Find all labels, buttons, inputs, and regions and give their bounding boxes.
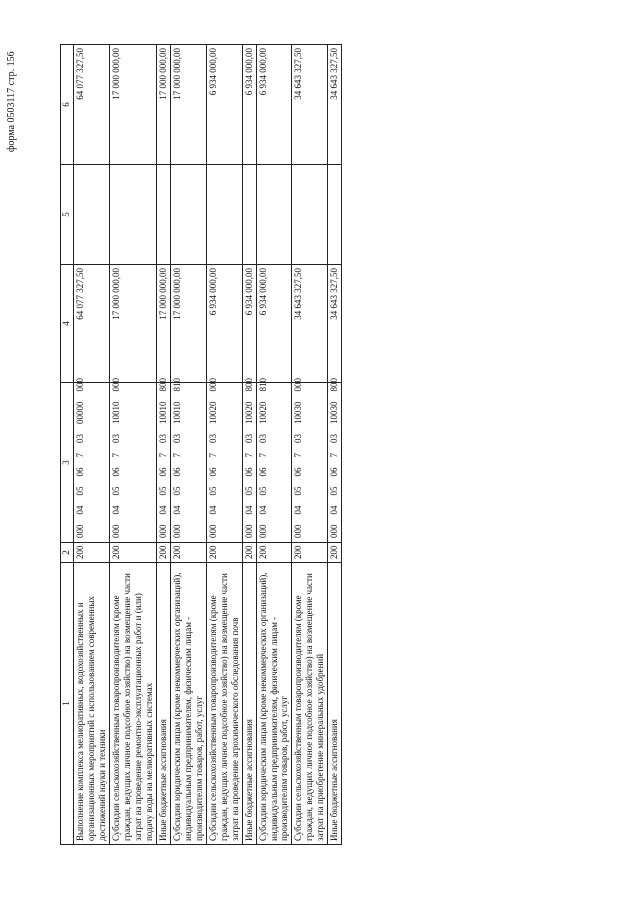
rotated-page: [60, 45, 545, 845]
row-budget-code: [74, 378, 110, 543]
code-part: 810: [257, 378, 268, 392]
code-part: 10010: [171, 401, 182, 424]
code-part: 10030: [293, 401, 304, 424]
row-approved: 17 000 000,00: [156, 265, 170, 383]
code-part: 000: [257, 524, 268, 538]
code-part: 000: [171, 524, 182, 538]
row-approved: 34 643 327,50: [328, 265, 342, 383]
row-line-code: 200: [328, 543, 342, 563]
code-part: 03: [243, 434, 254, 443]
column-header: 6: [61, 45, 74, 165]
row-budget-code: [256, 378, 292, 543]
code-part: 7: [329, 453, 340, 458]
code-part: 000: [293, 378, 304, 392]
row-unexecuted: 34 643 327,50: [328, 45, 342, 165]
code-part: 10020: [207, 401, 218, 424]
table-row: [256, 45, 292, 845]
code-part: 05: [207, 486, 218, 496]
code-part: 10030: [329, 401, 340, 424]
row-approved: 64 077 327,50: [74, 265, 110, 383]
code-part: 800: [243, 378, 254, 392]
table-row: [242, 45, 256, 845]
row-line-code: 200: [170, 543, 206, 563]
row-executed: [242, 165, 256, 265]
code-part: 03: [157, 434, 168, 443]
row-executed: [328, 165, 342, 265]
code-part: 000: [75, 378, 85, 392]
code-part: 7: [75, 453, 85, 458]
row-unexecuted: 17 000 000,00: [109, 45, 156, 165]
row-name: Иные бюджетные ассигнования: [242, 563, 256, 845]
row-approved: 6 934 000,00: [242, 265, 256, 383]
row-unexecuted: 17 000 000,00: [170, 45, 206, 165]
row-approved: 17 000 000,00: [170, 265, 206, 383]
code-part: 03: [75, 434, 85, 443]
code-part: 800: [157, 378, 168, 392]
row-approved: 17 000 000,00: [109, 265, 156, 383]
column-header: 4: [61, 265, 74, 383]
row-name: Субсидии сельскохозяйственным товаропроизводителям (кроме граждан, ведущих личное подсобное хозяйство) на возмещение части затрат на приобретение минеральных удобрений: [292, 563, 328, 845]
code-part: 06: [171, 467, 182, 477]
row-budget-code: [242, 378, 256, 543]
code-part: 7: [157, 453, 168, 458]
code-part: 05: [75, 486, 85, 496]
code-part: 7: [171, 453, 182, 458]
code-part: 04: [243, 505, 254, 515]
row-line-code: 200: [206, 543, 242, 563]
row-approved: 34 643 327,50: [292, 265, 328, 383]
code-part: 05: [243, 486, 254, 496]
row-line-code: 200: [74, 543, 110, 563]
table-row: [74, 45, 110, 845]
code-part: 05: [257, 486, 268, 496]
code-part: 05: [329, 486, 340, 496]
row-line-code: 200: [109, 543, 156, 563]
code-part: 06: [293, 467, 304, 477]
code-part: 000: [110, 524, 121, 538]
row-unexecuted: 64 077 327,50: [74, 45, 110, 165]
row-executed: [292, 165, 328, 265]
code-part: 03: [110, 434, 121, 443]
row-name: Субсидии сельскохозяйственным товаропроизводителям (кроме граждан, ведущих личное подсобное хозяйство) на возмещение части затрат на проведение агрохимического обследования почв: [206, 563, 242, 845]
code-part: 04: [171, 505, 182, 515]
row-budget-code: [109, 378, 156, 543]
code-part: 000: [243, 524, 254, 538]
row-executed: [256, 165, 292, 265]
code-part: 000: [110, 378, 121, 392]
row-approved: 6 934 000,00: [206, 265, 242, 383]
row-budget-code: [206, 378, 242, 543]
code-part: 06: [257, 467, 268, 477]
column-header: 5: [61, 165, 74, 265]
table-row: [156, 45, 170, 845]
row-name: Иные бюджетные ассигнования: [156, 563, 170, 845]
row-budget-code: [328, 378, 342, 543]
code-part: 7: [293, 453, 304, 458]
code-part: 000: [157, 524, 168, 538]
code-part: 000: [207, 524, 218, 538]
row-unexecuted: 34 643 327,50: [292, 45, 328, 165]
row-executed: [109, 165, 156, 265]
code-part: 06: [157, 467, 168, 477]
code-part: 06: [75, 467, 85, 477]
code-part: 04: [207, 505, 218, 515]
code-part: 810: [171, 378, 182, 392]
code-part: 800: [329, 378, 340, 392]
row-budget-code: [156, 378, 170, 543]
code-part: 10010: [110, 401, 121, 424]
code-part: 05: [293, 486, 304, 496]
row-name: Субсидии юридическим лицам (кроме некоммерческих организаций), индивидуальным предпринимателям, физическим лицам - производителям товаров, работ, услуг: [170, 563, 206, 845]
table-row: [292, 45, 328, 845]
code-part: 7: [257, 453, 268, 458]
row-unexecuted: 6 934 000,00: [242, 45, 256, 165]
code-part: 04: [293, 505, 304, 515]
code-part: 03: [207, 434, 218, 443]
row-executed: [170, 165, 206, 265]
code-part: 06: [243, 467, 254, 477]
code-part: 10020: [243, 401, 254, 424]
row-line-code: 200: [242, 543, 256, 563]
table-row: [170, 45, 206, 845]
code-part: 04: [110, 505, 121, 515]
column-number-row: [61, 45, 74, 845]
row-unexecuted: 17 000 000,00: [156, 45, 170, 165]
code-part: 06: [110, 467, 121, 477]
code-part: 03: [257, 434, 268, 443]
code-part: 10010: [157, 401, 168, 424]
row-unexecuted: 6 934 000,00: [206, 45, 242, 165]
code-part: 00000: [75, 401, 85, 424]
row-line-code: 200: [256, 543, 292, 563]
code-part: 7: [110, 453, 121, 458]
code-part: 000: [293, 524, 304, 538]
column-header: 1: [61, 563, 74, 845]
code-part: 7: [207, 453, 218, 458]
column-header: 3: [61, 383, 74, 543]
row-name: Иные бюджетные ассигнования: [328, 563, 342, 845]
code-part: 000: [75, 524, 85, 538]
code-part: 06: [329, 467, 340, 477]
row-name: Выполнение комплекса мелиоративных, водохозяйственных и организационных мероприятий с использованием современных достижений науки и техники: [74, 563, 110, 845]
column-header: 2: [61, 543, 74, 563]
code-part: 03: [171, 434, 182, 443]
code-part: 7: [243, 453, 254, 458]
code-part: 05: [171, 486, 182, 496]
code-part: 000: [207, 378, 218, 392]
code-part: 000: [329, 524, 340, 538]
row-executed: [74, 165, 110, 265]
row-executed: [206, 165, 242, 265]
code-part: 05: [157, 486, 168, 496]
code-part: 03: [329, 434, 340, 443]
row-executed: [156, 165, 170, 265]
code-part: 04: [75, 505, 85, 515]
code-part: 06: [207, 467, 218, 477]
row-unexecuted: 6 934 000,00: [256, 45, 292, 165]
code-part: 04: [329, 505, 340, 515]
row-budget-code: [170, 378, 206, 543]
code-part: 10020: [257, 401, 268, 424]
table-row: [328, 45, 342, 845]
code-part: 04: [157, 505, 168, 515]
table-row: [109, 45, 156, 845]
row-budget-code: [292, 378, 328, 543]
row-name: Субсидии юридическим лицам (кроме некоммерческих организаций), индивидуальным предпринимателям, физическим лицам - производителям товаров, работ, услуг: [256, 563, 292, 845]
row-line-code: 200: [156, 543, 170, 563]
budget-table: [60, 44, 342, 845]
form-label: форма 0503117 стр. 156: [6, 51, 17, 152]
row-line-code: 200: [292, 543, 328, 563]
table-row: [206, 45, 242, 845]
code-part: 03: [293, 434, 304, 443]
row-name: Субсидии сельскохозяйственным товаропроизводителям (кроме граждан, ведущих личное подсобное хозяйство) на возмещение части затрат на проведение ремонтно-эксплуатационных работ и (или) подачу воды на мелиоративных системах: [109, 563, 156, 845]
row-approved: 6 934 000,00: [256, 265, 292, 383]
code-part: 04: [257, 505, 268, 515]
code-part: 05: [110, 486, 121, 496]
